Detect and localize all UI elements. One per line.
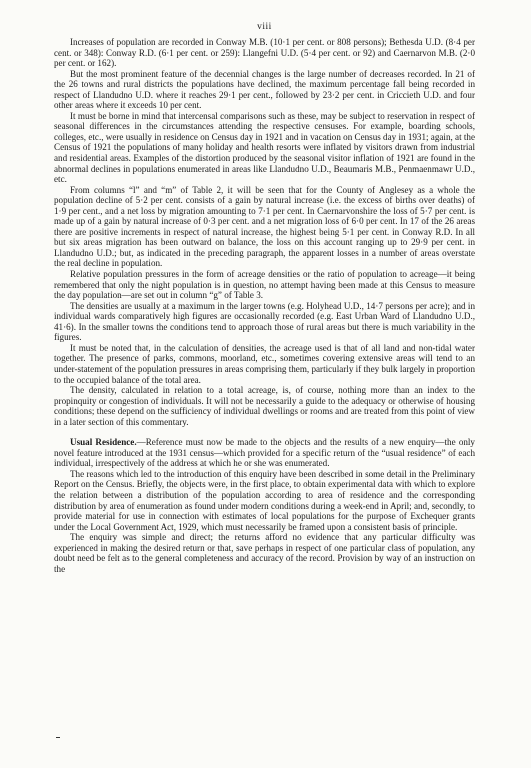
paragraph-density-index: The density, calculated in relation to a total acreage, is, of course, nothing more than an index to the propinquity or congestion of individuals. It will not be necessarily a guide to the adequacy or otherwise of housing conditions; these depend on the sufficiency of individual dwellings or rooms and are treated from this point of view in a later section of this commentary. xyxy=(54,385,475,427)
paragraph-seasonal-differences: It must be borne in mind that intercensal comparisons such as these, may be subject to reservation in respect of seasonal differences in the circumstances attending the respective censuses. For example, boarding schools, colleges, etc., were usually in residence on Census day in 1921 and in vacation on Census day in 1931; again, at the Census of 1921 the populations of many holiday and health resorts were inflated by visitors drawn from industrial and residential areas. Examples of the distortion produced by the seasonal visitor inflation of 1921 are found in the abnormal declines in populations enumerated in areas like Llandudno U.D., Beaumaris M.B., Penmaenmawr U.D., etc. xyxy=(54,110,475,185)
paragraph-natural-increase-migration: From columns “l” and “m” of Table 2, it will be seen that for the County of Anglesey as a whole the population decline of 5·2 per cent. consists of a gain by natural increase (i.e. the excess of births over deaths) of 1·9 per cent., and a net loss by migration amounting to 7·1 per cent. In Caernarvonshire the loss of 5·7 per cent. is made up of a gain by natural increase of 0·3 per cent. and a net migration loss of 6·0 per cent. In 17 of the 26 areas there are positive increments in respect of natural increase, the highest being 5·1 per cent. in Conway R.D. In all but six areas migration has been outward on balance, the loss on this account ranging up to 29·9 per cent. in Llandudno U.D.; but, as indicated in the preceding paragraph, the apparent losses in a number of areas overstate the real decline in population. xyxy=(54,184,475,269)
page-number: viii xyxy=(257,22,272,32)
paragraph-population-increases: Increases of population are recorded in Conway M.B. (10·1 per cent. or 808 persons); Bethesda U.D. (8·4 per cent. or 348): Conway R.D. (6·1 per cent. or 259): Llangefni U.D. (5·4 per cent. or 92) and Caernarvon M.B. (2·0 per cent. or 162). xyxy=(54,37,475,69)
page-bottom-mark xyxy=(56,737,60,738)
usual-residence-text: —Reference must now be made to the objects and the results of a new enquiry—the only novel feature introduced at the 1931 census—which provided for a specific return of the “usual residence” of each individual, irrespectively of the address at which he or she was enumerated. xyxy=(54,437,475,469)
paragraph-enquiry-simple: The enquiry was simple and direct; the returns afford no evidence that any particular difficulty was experienced in making the desired return or that, save perhaps in respect of one particular class of population, any doubt need be felt as to the general completeness and accuracy of the record. Provision by way of an instruction on the xyxy=(54,532,475,574)
paragraph-usual-residence xyxy=(54,437,475,469)
section-heading-usual-residence: Usual Residence. xyxy=(70,437,137,448)
paragraph-enquiry-reasons: The reasons which led to the introduction of this enquiry have been described in some detail in the Preliminary Report on the Census. Briefly, the objects were, in the first place, to obtain experimental data with which to explore the relation between a distribution of the population according to area of residence and the corresponding distribution by area of enumeration as found under modern conditions during a week-end in April; and, secondly, to provide material for use in connection with estimates of local populations for the purpose of Exchequer grants under the Local Government Act, 1929, which must necessarily be framed upon a consistent basis of principle. xyxy=(54,468,475,532)
paragraph-densities: The densities are usually at a maximum in the larger towns (e.g. Holyhead U.D., 14·7 persons per acre); and in individual wards comparatively high figures are occasionally recorded (e.g. East Urban Ward of Llandudno U.D., 41·6). In the smaller towns the conditions tend to approach those of rural areas but there is much variability in the figures. xyxy=(54,300,475,343)
paragraph-acreage-note: It must be noted that, in the calculation of densities, the acreage used is that of all land and non-tidal water together. The presence of parks, commons, moorland, etc., sometimes covering extensive areas will tend to an under-statement of the population pressures in areas comprising them, particularly if they bulk largely in proportion to the occupied balance of the total area. xyxy=(54,342,475,385)
paragraph-population-pressures: Relative population pressures in the form of acreage densities or the ratio of population to acreage—it being remembered that only the night population is in question, no attempt having been made at this Census to measure the day population—are set out in column “g” of Table 3. xyxy=(54,269,475,301)
paragraph-decennial-decreases: But the most prominent feature of the decennial changes is the large number of decreases recorded. In 21 of the 26 towns and rural districts the populations have declined, the maximum percentage fall being recorded in respect of Llandudno U.D. where it reaches 29·1 per cent., followed by 23·2 per cent. in Criccieth U.D. and four other areas where it exceeds 10 per cent. xyxy=(54,68,475,111)
